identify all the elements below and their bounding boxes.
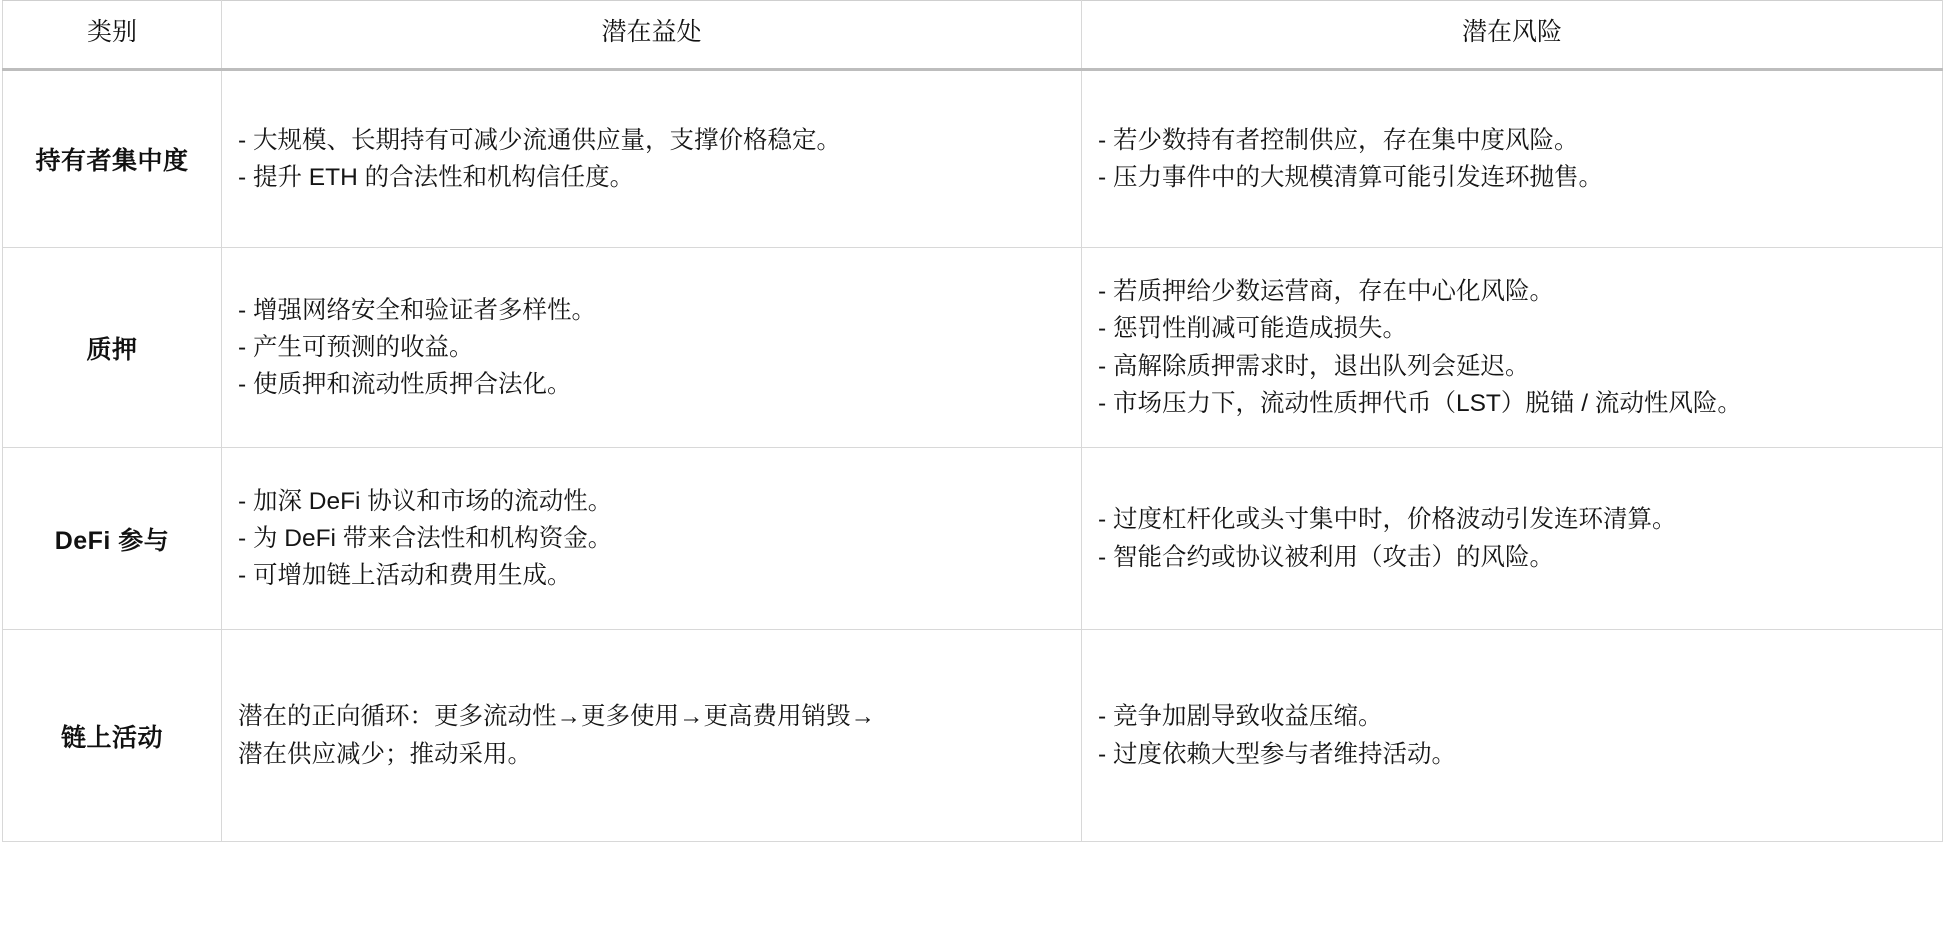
table-header-row: [3, 1, 1943, 70]
row-risks: [1082, 70, 1943, 248]
benefit-line: - 可增加链上活动和费用生成。: [238, 562, 572, 590]
row-risks: [1082, 448, 1943, 630]
risk-line: - 若质押给少数运营商，存在中心化风险。: [1098, 278, 1554, 306]
table-row: [3, 248, 1943, 448]
row-benefits: [222, 630, 1082, 842]
table-header: [3, 1, 1943, 70]
risk-line: - 若少数持有者控制供应，存在集中度风险。: [1098, 126, 1579, 154]
benefits-risks-table: [2, 0, 1943, 842]
row-risks: [1082, 630, 1943, 842]
row-benefits: [222, 70, 1082, 248]
column-header-benefits: 潜在益处: [222, 1, 1082, 70]
benefit-line: - 提升 ETH 的合法性和机构信任度。: [238, 164, 635, 191]
row-benefits: [222, 448, 1082, 630]
risk-line: - 过度依赖大型参与者维持活动。: [1098, 740, 1456, 768]
risk-line: - 惩罚性削减可能造成损失。: [1098, 315, 1407, 343]
table-row: [3, 448, 1943, 630]
column-header-risks: 潜在风险: [1082, 1, 1943, 70]
row-category: 质押: [3, 248, 222, 448]
table-body: [3, 70, 1943, 842]
benefit-line: - 产生可预测的收益。: [238, 333, 474, 361]
risk-line: - 过度杠杆化或头寸集中时，价格波动引发连环清算。: [1098, 506, 1677, 534]
row-category: DeFi 参与: [3, 448, 222, 630]
risk-line: - 智能合约或协议被利用（攻击）的风险。: [1098, 543, 1554, 571]
row-category: 链上活动: [3, 630, 222, 842]
column-header-category: 类别: [3, 1, 222, 70]
risk-line: - 竞争加剧导致收益压缩。: [1098, 703, 1383, 731]
benefit-line: 潜在供应减少；推动采用。: [238, 740, 532, 768]
risk-line: - 压力事件中的大规模清算可能引发连环抛售。: [1098, 164, 1603, 191]
benefit-line: - 加深 DeFi 协议和市场的流动性。: [238, 487, 613, 515]
row-category: 持有者集中度: [3, 70, 222, 248]
risk-line: - 市场压力下，流动性质押代币（LST）脱锚 / 流动性风险。: [1098, 389, 1742, 417]
benefit-line: - 增强网络安全和验证者多样性。: [238, 296, 596, 324]
row-benefits: [222, 248, 1082, 448]
table-row: [3, 630, 1943, 842]
benefit-line: - 大规模、长期持有可减少流通供应量，支撑价格稳定。: [238, 126, 841, 154]
risk-line: - 高解除质押需求时，退出队列会延迟。: [1098, 352, 1530, 380]
benefit-line: - 为 DeFi 带来合法性和机构资金。: [238, 524, 613, 552]
table-row: [3, 70, 1943, 248]
benefit-line: 潜在的正向循环：更多流动性→更多使用→更高费用销毁→: [238, 703, 875, 731]
benefit-line: - 使质押和流动性质押合法化。: [238, 371, 572, 399]
row-risks: [1082, 248, 1943, 448]
